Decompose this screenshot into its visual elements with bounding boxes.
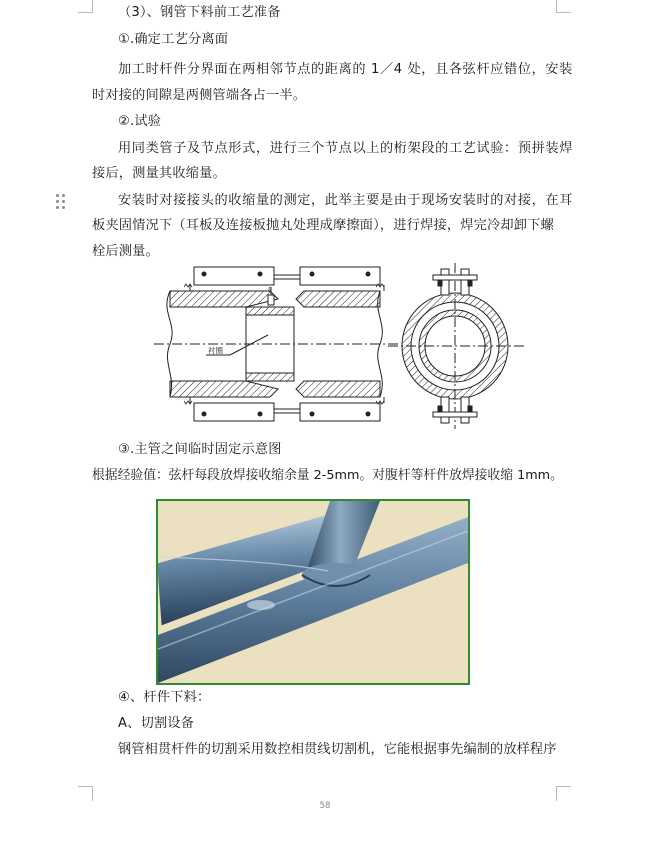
- item1-body-line1: 加工时杆件分界面在两相邻节点的距离的 1／4 处，且各弦杆应错位，安装: [118, 62, 573, 77]
- item2-p2-line2: 板夹固情况下（耳板及连接板抛丸处理成摩擦面），进行焊接，焊完冷却卸下螺: [92, 218, 554, 233]
- crop-mark-top-left: [78, 0, 93, 13]
- drag-handle-icon[interactable]: [56, 194, 66, 210]
- item2-p2-line1: 安装时对接接头的收缩量的测定，此举主要是由于现场安装时的对接，在耳: [118, 193, 573, 208]
- gap-dimension-label: 5: [268, 286, 273, 294]
- item2-p2-line3: 栓后测量。: [92, 244, 159, 259]
- tube-render-graphic: [158, 501, 468, 683]
- item1-body-line2: 时对接的间隙是两侧管端各占一半。: [92, 88, 307, 103]
- item3-title: ③.主管之间临时固定示意图: [118, 442, 282, 457]
- liner-ring-label: 衬圈: [208, 346, 223, 355]
- section-heading: （3）、钢管下料前工艺准备: [118, 5, 281, 20]
- item2-p1-line2: 接后，测量其收缩量。: [92, 166, 226, 181]
- crop-mark-bottom-left: [78, 786, 93, 801]
- item4-sub-a: A、切割设备: [118, 716, 195, 731]
- page-number: 58: [319, 801, 331, 811]
- item1-title: ①.确定工艺分离面: [118, 32, 229, 47]
- item2-p1-line1: 用同类管子及节点形式，进行三个节点以上的桁架段的工艺试验：预拼装焊: [118, 141, 573, 156]
- item3-body: 根据经验值：弦杆每段放焊接收缩余量 2-5mm。对腹杆等杆件放焊接收缩 1mm。: [92, 468, 563, 483]
- item2-title: ②.试验: [118, 114, 162, 129]
- item4-body: 钢管相贯杆件的切割采用数控相贯线切割机，它能根据事先编制的放样程序: [118, 742, 557, 757]
- item4-title: ④、杆件下料：: [118, 690, 211, 705]
- tube-intersection-render: [156, 499, 470, 685]
- pipe-butt-joint-drawing: [150, 263, 540, 435]
- crop-mark-bottom-right: [556, 786, 571, 801]
- crop-mark-top-right: [556, 0, 571, 13]
